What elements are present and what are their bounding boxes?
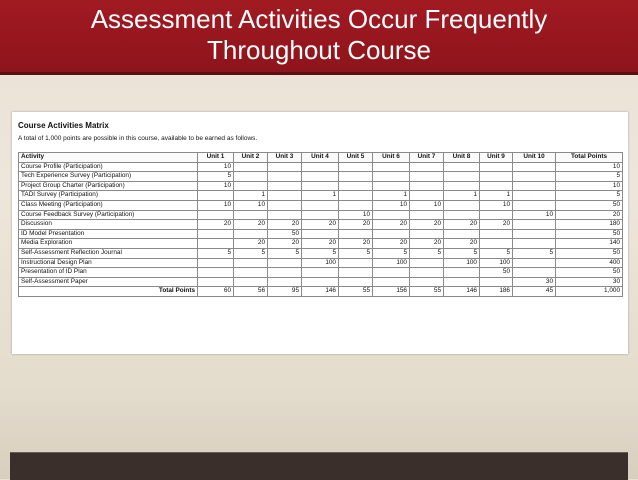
- activities-matrix-table: [18, 152, 623, 297]
- points-cell: 5: [556, 191, 623, 201]
- table-row: [19, 229, 623, 239]
- points-cell: 5: [480, 248, 513, 258]
- points-cell: [513, 268, 556, 278]
- points-cell: [339, 181, 373, 191]
- points-cell: [480, 277, 513, 287]
- points-cell: [444, 277, 480, 287]
- points-cell: 10: [198, 162, 234, 172]
- total-cell: 55: [339, 287, 373, 297]
- total-cell: 1,000: [556, 287, 623, 297]
- footer-bar: [10, 452, 628, 480]
- points-cell: 5: [513, 248, 556, 258]
- activity-cell: Media Exploration: [19, 239, 198, 249]
- points-cell: 5: [198, 172, 234, 182]
- totals-row: [19, 287, 623, 297]
- activity-cell: Discussion: [19, 220, 198, 230]
- points-cell: [410, 181, 444, 191]
- total-cell: 186: [480, 287, 513, 297]
- points-cell: [198, 277, 234, 287]
- points-cell: [339, 191, 373, 201]
- column-header: Unit 8: [444, 153, 480, 163]
- points-cell: 10: [410, 200, 444, 210]
- points-cell: [198, 239, 234, 249]
- points-cell: [444, 229, 480, 239]
- points-cell: [444, 172, 480, 182]
- points-cell: 20: [302, 220, 339, 230]
- points-cell: [268, 172, 302, 182]
- table-row: [19, 210, 623, 220]
- points-cell: [513, 181, 556, 191]
- points-cell: [198, 268, 234, 278]
- points-cell: [302, 277, 339, 287]
- total-cell: 60: [198, 287, 234, 297]
- points-cell: 20: [268, 239, 302, 249]
- points-cell: 20: [198, 220, 234, 230]
- activity-cell: ID Model Presentation: [19, 229, 198, 239]
- points-cell: 10: [339, 210, 373, 220]
- points-cell: [198, 210, 234, 220]
- points-cell: [339, 172, 373, 182]
- points-cell: [480, 229, 513, 239]
- points-cell: [234, 277, 268, 287]
- points-cell: 5: [444, 248, 480, 258]
- points-cell: 1: [444, 191, 480, 201]
- table-body: [19, 162, 623, 296]
- points-cell: 180: [556, 220, 623, 230]
- points-cell: [444, 162, 480, 172]
- points-cell: 1: [373, 191, 410, 201]
- points-cell: [339, 277, 373, 287]
- total-cell: 156: [373, 287, 410, 297]
- points-cell: [268, 181, 302, 191]
- points-cell: [410, 191, 444, 201]
- column-header: Unit 5: [339, 153, 373, 163]
- points-cell: [513, 162, 556, 172]
- points-cell: [373, 210, 410, 220]
- table-row: [19, 162, 623, 172]
- column-header: Total Points: [556, 153, 623, 163]
- points-cell: 5: [302, 248, 339, 258]
- points-cell: [302, 210, 339, 220]
- points-cell: 5: [234, 248, 268, 258]
- points-cell: [444, 200, 480, 210]
- points-cell: 100: [302, 258, 339, 268]
- table-row: [19, 191, 623, 201]
- column-header: Unit 6: [373, 153, 410, 163]
- points-cell: [410, 162, 444, 172]
- total-cell: 45: [513, 287, 556, 297]
- points-cell: [198, 191, 234, 201]
- title-bar: [0, 0, 638, 75]
- points-cell: [268, 268, 302, 278]
- points-cell: [373, 277, 410, 287]
- points-cell: 100: [444, 258, 480, 268]
- points-cell: 5: [556, 172, 623, 182]
- points-cell: 20: [444, 239, 480, 249]
- points-cell: [444, 181, 480, 191]
- activity-cell: Self-Assessment Reflection Journal: [19, 248, 198, 258]
- points-cell: 20: [302, 239, 339, 249]
- points-cell: 10: [556, 162, 623, 172]
- points-cell: [410, 229, 444, 239]
- points-cell: 5: [339, 248, 373, 258]
- table-row: [19, 220, 623, 230]
- points-cell: [410, 268, 444, 278]
- points-cell: 100: [480, 258, 513, 268]
- points-cell: [234, 172, 268, 182]
- points-cell: 10: [513, 210, 556, 220]
- total-cell: 55: [410, 287, 444, 297]
- totals-label: Total Points: [19, 287, 198, 297]
- points-cell: 20: [444, 220, 480, 230]
- points-cell: [302, 200, 339, 210]
- points-cell: 50: [556, 268, 623, 278]
- points-cell: [339, 162, 373, 172]
- points-cell: [480, 172, 513, 182]
- points-cell: 50: [556, 200, 623, 210]
- activity-cell: Instructional Design Plan: [19, 258, 198, 268]
- points-cell: 10: [234, 200, 268, 210]
- points-cell: [410, 172, 444, 182]
- points-cell: [513, 258, 556, 268]
- points-cell: 5: [198, 248, 234, 258]
- points-cell: 10: [373, 200, 410, 210]
- points-cell: 20: [556, 210, 623, 220]
- points-cell: [234, 229, 268, 239]
- points-cell: 1: [234, 191, 268, 201]
- points-cell: [513, 239, 556, 249]
- column-header: Activity: [19, 153, 198, 163]
- points-cell: [302, 181, 339, 191]
- points-cell: 5: [268, 248, 302, 258]
- points-cell: [302, 172, 339, 182]
- points-cell: 50: [480, 268, 513, 278]
- points-cell: [234, 210, 268, 220]
- points-cell: [444, 268, 480, 278]
- points-cell: [268, 277, 302, 287]
- slide-title: [0, 4, 638, 66]
- points-cell: [302, 162, 339, 172]
- points-cell: [480, 210, 513, 220]
- points-cell: [339, 200, 373, 210]
- total-cell: 146: [302, 287, 339, 297]
- table-row: [19, 181, 623, 191]
- points-cell: [339, 258, 373, 268]
- points-cell: [268, 200, 302, 210]
- table-row: [19, 258, 623, 268]
- points-cell: 20: [268, 220, 302, 230]
- points-cell: [373, 172, 410, 182]
- points-cell: 20: [410, 220, 444, 230]
- table-row: [19, 172, 623, 182]
- points-cell: [410, 210, 444, 220]
- points-cell: 20: [234, 239, 268, 249]
- activity-cell: TADI Survey (Participation): [19, 191, 198, 201]
- table-row: [19, 239, 623, 249]
- total-cell: 146: [444, 287, 480, 297]
- column-header: Unit 3: [268, 153, 302, 163]
- points-cell: 400: [556, 258, 623, 268]
- points-cell: 100: [373, 258, 410, 268]
- points-cell: 50: [556, 229, 623, 239]
- points-cell: [373, 268, 410, 278]
- points-cell: 20: [373, 220, 410, 230]
- points-cell: [268, 162, 302, 172]
- points-cell: [513, 191, 556, 201]
- document-heading: Course Activities Matrix: [18, 121, 109, 130]
- points-cell: [480, 239, 513, 249]
- table-row: [19, 200, 623, 210]
- points-cell: [373, 229, 410, 239]
- points-cell: [339, 268, 373, 278]
- column-header: Unit 4: [302, 153, 339, 163]
- points-cell: [234, 162, 268, 172]
- points-cell: [302, 229, 339, 239]
- column-header: Unit 7: [410, 153, 444, 163]
- points-cell: [444, 210, 480, 220]
- activity-cell: Project Group Charter (Participation): [19, 181, 198, 191]
- points-cell: [198, 229, 234, 239]
- points-cell: 140: [556, 239, 623, 249]
- points-cell: 20: [234, 220, 268, 230]
- points-cell: 50: [556, 248, 623, 258]
- column-header: Unit 1: [198, 153, 234, 163]
- table-row: [19, 268, 623, 278]
- points-cell: 5: [410, 248, 444, 258]
- slide-title-line-2: Throughout Course: [206, 35, 432, 65]
- table-header-row: [19, 153, 623, 163]
- points-cell: 20: [339, 220, 373, 230]
- table-row: [19, 248, 623, 258]
- points-cell: [234, 258, 268, 268]
- points-cell: [513, 172, 556, 182]
- points-cell: [268, 258, 302, 268]
- activity-cell: Tech Experience Survey (Participation): [19, 172, 198, 182]
- points-cell: [302, 268, 339, 278]
- points-cell: 5: [373, 248, 410, 258]
- points-cell: 20: [410, 239, 444, 249]
- points-cell: [513, 200, 556, 210]
- points-cell: [513, 229, 556, 239]
- points-cell: 10: [556, 181, 623, 191]
- points-cell: [410, 258, 444, 268]
- points-cell: [480, 181, 513, 191]
- column-header: Unit 2: [234, 153, 268, 163]
- points-cell: [268, 210, 302, 220]
- points-cell: [480, 162, 513, 172]
- document-image: [12, 112, 628, 354]
- points-cell: 30: [513, 277, 556, 287]
- points-cell: 30: [556, 277, 623, 287]
- points-cell: [513, 220, 556, 230]
- document-subtitle: A total of 1,000 points are possible in this course, available to be earned as follows.: [18, 135, 258, 142]
- points-cell: 10: [198, 200, 234, 210]
- points-cell: 50: [268, 229, 302, 239]
- activity-cell: Course Feedback Survey (Participation): [19, 210, 198, 220]
- points-cell: [339, 229, 373, 239]
- points-cell: 10: [480, 200, 513, 210]
- points-cell: 1: [302, 191, 339, 201]
- activity-cell: Course Profile (Participation): [19, 162, 198, 172]
- activity-cell: Self-Assessment Paper: [19, 277, 198, 287]
- column-header: Unit 10: [513, 153, 556, 163]
- points-cell: 1: [480, 191, 513, 201]
- points-cell: [198, 258, 234, 268]
- points-cell: [268, 191, 302, 201]
- table-row: [19, 277, 623, 287]
- total-cell: 56: [234, 287, 268, 297]
- points-cell: 20: [480, 220, 513, 230]
- column-header: Unit 9: [480, 153, 513, 163]
- activity-cell: Presentation of ID Plan: [19, 268, 198, 278]
- slide-title-line-1: Assessment Activities Occur Frequently: [90, 4, 548, 34]
- points-cell: [373, 162, 410, 172]
- points-cell: 20: [373, 239, 410, 249]
- points-cell: [234, 268, 268, 278]
- points-cell: [373, 181, 410, 191]
- points-cell: 10: [198, 181, 234, 191]
- points-cell: 20: [339, 239, 373, 249]
- activity-cell: Class Meeting (Participation): [19, 200, 198, 210]
- points-cell: [410, 277, 444, 287]
- total-cell: 95: [268, 287, 302, 297]
- points-cell: [234, 181, 268, 191]
